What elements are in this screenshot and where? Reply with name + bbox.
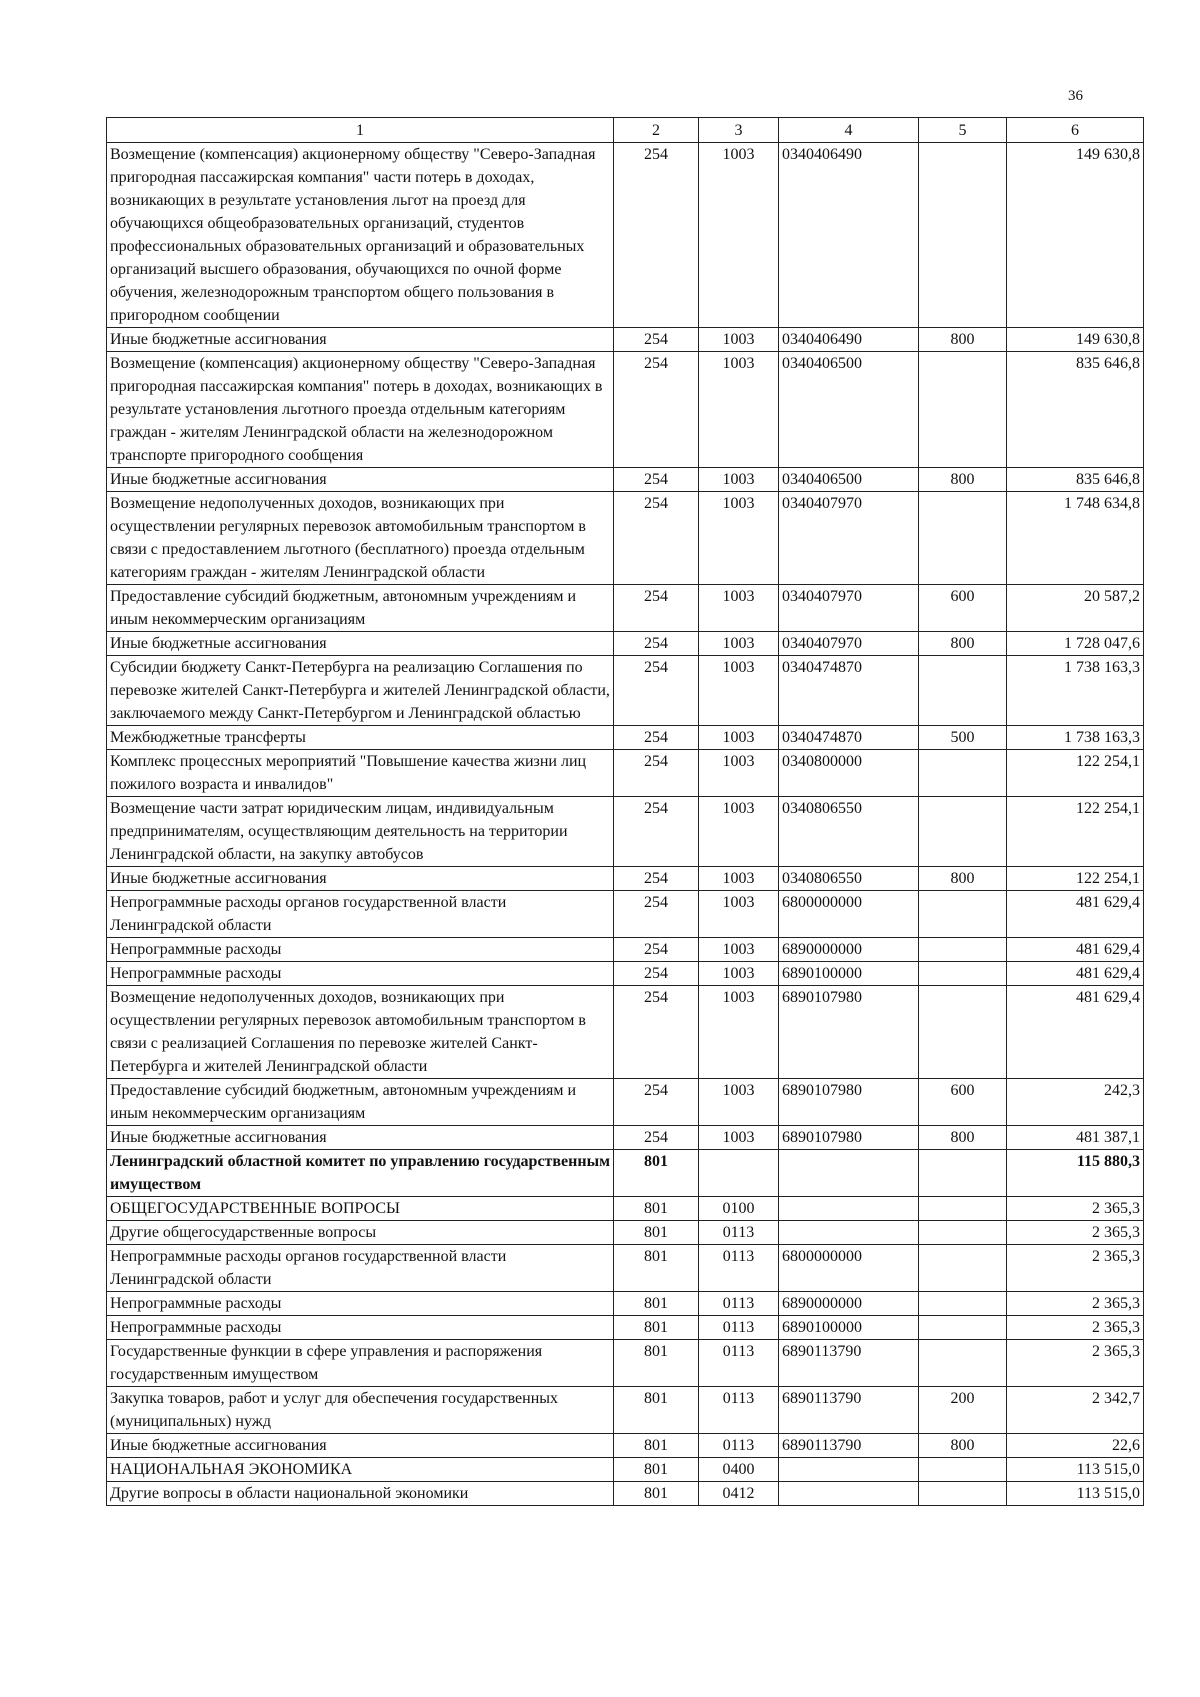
table-row xyxy=(107,1482,1144,1506)
cell-section-code: 1003 xyxy=(699,585,779,632)
header-cell-target: 4 xyxy=(779,118,919,143)
cell-target-code: 6890113790 xyxy=(779,1434,919,1458)
cell-ministry-code: 801 xyxy=(614,1340,699,1387)
cell-name: Субсидии бюджету Санкт-Петербурга на реализацию Соглашения по перевозке жителей Санкт-Петербурга и жителей Ленинградской области, заключаемого между Санкт-Петербургом и Ленинградской областью xyxy=(107,656,614,726)
cell-amount: 122 254,1 xyxy=(1007,867,1144,891)
table-row xyxy=(107,1387,1144,1434)
cell-name: Предоставление субсидий бюджетным, автономным учреждениям и иным некоммерческим организациям xyxy=(107,1079,614,1126)
cell-section-code: 1003 xyxy=(699,962,779,986)
cell-amount: 481 629,4 xyxy=(1007,938,1144,962)
cell-expense-type-code: 800 xyxy=(919,1126,1007,1150)
table-row xyxy=(107,726,1144,750)
cell-expense-type-code xyxy=(919,656,1007,726)
table-row xyxy=(107,1292,1144,1316)
cell-target-code xyxy=(779,1458,919,1482)
table-row xyxy=(107,656,1144,726)
table-row xyxy=(107,1434,1144,1458)
table-row xyxy=(107,1245,1144,1292)
cell-section-code: 1003 xyxy=(699,867,779,891)
cell-target-code: 6800000000 xyxy=(779,891,919,938)
cell-name: Другие вопросы в области национальной экономики xyxy=(107,1482,614,1506)
cell-amount: 115 880,3 xyxy=(1007,1150,1144,1197)
cell-section-code: 0412 xyxy=(699,1482,779,1506)
header-cell-ministry: 2 xyxy=(614,118,699,143)
cell-expense-type-code xyxy=(919,750,1007,797)
cell-section-code: 1003 xyxy=(699,891,779,938)
cell-expense-type-code xyxy=(919,492,1007,585)
cell-section-code: 1003 xyxy=(699,1126,779,1150)
cell-section-code: 1003 xyxy=(699,352,779,468)
cell-amount: 2 365,3 xyxy=(1007,1292,1144,1316)
cell-ministry-code: 254 xyxy=(614,585,699,632)
cell-target-code: 6890107980 xyxy=(779,1079,919,1126)
table-row xyxy=(107,632,1144,656)
cell-target-code: 6890113790 xyxy=(779,1340,919,1387)
cell-name: Предоставление субсидий бюджетным, автономным учреждениям и иным некоммерческим организациям xyxy=(107,585,614,632)
cell-amount: 2 342,7 xyxy=(1007,1387,1144,1434)
cell-section-code: 0113 xyxy=(699,1340,779,1387)
cell-amount: 481 629,4 xyxy=(1007,962,1144,986)
cell-ministry-code: 254 xyxy=(614,891,699,938)
cell-target-code xyxy=(779,1197,919,1221)
cell-expense-type-code xyxy=(919,1340,1007,1387)
cell-amount: 835 646,8 xyxy=(1007,352,1144,468)
cell-name: Межбюджетные трансферты xyxy=(107,726,614,750)
table-row xyxy=(107,750,1144,797)
cell-target-code: 0340406490 xyxy=(779,328,919,352)
cell-ministry-code: 254 xyxy=(614,656,699,726)
table-row xyxy=(107,867,1144,891)
cell-amount: 2 365,3 xyxy=(1007,1245,1144,1292)
cell-amount: 1 738 163,3 xyxy=(1007,726,1144,750)
cell-ministry-code: 801 xyxy=(614,1434,699,1458)
cell-amount: 1 748 634,8 xyxy=(1007,492,1144,585)
cell-expense-type-code xyxy=(919,1245,1007,1292)
cell-section-code: 0113 xyxy=(699,1434,779,1458)
cell-name: Иные бюджетные ассигнования xyxy=(107,632,614,656)
cell-ministry-code: 254 xyxy=(614,867,699,891)
cell-ministry-code: 801 xyxy=(614,1292,699,1316)
cell-name: Непрограммные расходы органов государственной власти Ленинградской области xyxy=(107,1245,614,1292)
cell-target-code: 0340806550 xyxy=(779,867,919,891)
cell-name: НАЦИОНАЛЬНАЯ ЭКОНОМИКА xyxy=(107,1458,614,1482)
cell-expense-type-code: 800 xyxy=(919,867,1007,891)
cell-target-code: 6890107980 xyxy=(779,986,919,1079)
cell-expense-type-code xyxy=(919,1316,1007,1340)
cell-name: Возмещение (компенсация) акционерному обществу "Северо-Западная пригородная пассажирская компания" части потерь в доходах, возникающих в результате установления льгот на проезд для обучающихся общеобразовательных организаций, студентов профессиональных образовательных организаций и образовательных организаций высшего образования, обучающихся по очной форме обучения, железнодорожным транспортом общего пользования в пригородном сообщении xyxy=(107,143,614,328)
cell-expense-type-code: 200 xyxy=(919,1387,1007,1434)
cell-expense-type-code xyxy=(919,1197,1007,1221)
cell-amount: 122 254,1 xyxy=(1007,797,1144,867)
cell-expense-type-code xyxy=(919,938,1007,962)
table-row xyxy=(107,962,1144,986)
cell-expense-type-code xyxy=(919,797,1007,867)
cell-name: Возмещение недополученных доходов, возникающих при осуществлении регулярных перевозок автомобильным транспортом в связи с реализацией Соглашения по перевозке жителей Санкт-Петербурга и жителей Ленинградской области xyxy=(107,986,614,1079)
cell-amount: 149 630,8 xyxy=(1007,328,1144,352)
cell-ministry-code: 801 xyxy=(614,1221,699,1245)
cell-expense-type-code xyxy=(919,891,1007,938)
cell-section-code: 1003 xyxy=(699,1079,779,1126)
table-row xyxy=(107,1079,1144,1126)
cell-expense-type-code: 800 xyxy=(919,632,1007,656)
cell-section-code: 1003 xyxy=(699,726,779,750)
page-number: 36 xyxy=(1068,88,1083,104)
table-row xyxy=(107,1316,1144,1340)
cell-target-code: 6890000000 xyxy=(779,1292,919,1316)
cell-target-code: 0340407970 xyxy=(779,632,919,656)
cell-expense-type-code: 800 xyxy=(919,1434,1007,1458)
cell-name: Непрограммные расходы xyxy=(107,938,614,962)
budget-table xyxy=(106,117,1144,1506)
cell-target-code: 0340806550 xyxy=(779,797,919,867)
cell-target-code xyxy=(779,1150,919,1197)
table-row xyxy=(107,352,1144,468)
cell-section-code: 0113 xyxy=(699,1387,779,1434)
cell-section-code: 1003 xyxy=(699,797,779,867)
cell-name: Иные бюджетные ассигнования xyxy=(107,867,614,891)
cell-section-code: 0113 xyxy=(699,1221,779,1245)
cell-section-code: 0400 xyxy=(699,1458,779,1482)
cell-section-code: 0113 xyxy=(699,1316,779,1340)
cell-target-code: 0340407970 xyxy=(779,585,919,632)
cell-section-code: 1003 xyxy=(699,632,779,656)
table-row xyxy=(107,1150,1144,1197)
cell-amount: 22,6 xyxy=(1007,1434,1144,1458)
cell-name: Иные бюджетные ассигнования xyxy=(107,328,614,352)
table-row xyxy=(107,468,1144,492)
cell-ministry-code: 254 xyxy=(614,468,699,492)
cell-amount: 122 254,1 xyxy=(1007,750,1144,797)
cell-name: Иные бюджетные ассигнования xyxy=(107,1126,614,1150)
table-row xyxy=(107,891,1144,938)
table-row xyxy=(107,585,1144,632)
cell-name: ОБЩЕГОСУДАРСТВЕННЫЕ ВОПРОСЫ xyxy=(107,1197,614,1221)
table-row xyxy=(107,328,1144,352)
cell-target-code: 6890100000 xyxy=(779,962,919,986)
cell-target-code: 6890000000 xyxy=(779,938,919,962)
header-cell-expense-type: 5 xyxy=(919,118,1007,143)
cell-section-code: 1003 xyxy=(699,656,779,726)
table-header-row xyxy=(107,118,1144,143)
cell-ministry-code: 254 xyxy=(614,797,699,867)
cell-target-code: 0340474870 xyxy=(779,656,919,726)
cell-section-code: 1003 xyxy=(699,492,779,585)
cell-amount: 113 515,0 xyxy=(1007,1458,1144,1482)
cell-target-code: 0340407970 xyxy=(779,492,919,585)
cell-expense-type-code xyxy=(919,1221,1007,1245)
cell-ministry-code: 254 xyxy=(614,750,699,797)
cell-name: Возмещение части затрат юридическим лицам, индивидуальным предпринимателям, осуществляющим деятельность на территории Ленинградской области, на закупку автобусов xyxy=(107,797,614,867)
table-row xyxy=(107,1126,1144,1150)
cell-ministry-code: 254 xyxy=(614,143,699,328)
cell-ministry-code: 801 xyxy=(614,1150,699,1197)
table-row xyxy=(107,986,1144,1079)
cell-expense-type-code xyxy=(919,1150,1007,1197)
cell-ministry-code: 254 xyxy=(614,726,699,750)
table-row xyxy=(107,143,1144,328)
cell-expense-type-code: 600 xyxy=(919,585,1007,632)
cell-section-code: 1003 xyxy=(699,328,779,352)
cell-ministry-code: 801 xyxy=(614,1197,699,1221)
cell-target-code: 6800000000 xyxy=(779,1245,919,1292)
cell-ministry-code: 254 xyxy=(614,632,699,656)
cell-amount: 20 587,2 xyxy=(1007,585,1144,632)
cell-name: Возмещение (компенсация) акционерному обществу "Северо-Западная пригородная пассажирская компания" потерь в доходах, возникающих в результате установления льготного проезда отдельным категориям граждан - жителям Ленинградской области на железнодорожном транспорте пригородного сообщения xyxy=(107,352,614,468)
cell-expense-type-code: 600 xyxy=(919,1079,1007,1126)
cell-target-code: 6890107980 xyxy=(779,1126,919,1150)
cell-ministry-code: 254 xyxy=(614,938,699,962)
cell-amount: 481 387,1 xyxy=(1007,1126,1144,1150)
cell-section-code: 1003 xyxy=(699,986,779,1079)
cell-amount: 481 629,4 xyxy=(1007,986,1144,1079)
cell-target-code: 6890100000 xyxy=(779,1316,919,1340)
cell-section-code: 1003 xyxy=(699,468,779,492)
cell-ministry-code: 254 xyxy=(614,352,699,468)
cell-expense-type-code: 500 xyxy=(919,726,1007,750)
cell-amount: 835 646,8 xyxy=(1007,468,1144,492)
cell-name: Государственные функции в сфере управления и распоряжения государственным имуществом xyxy=(107,1340,614,1387)
cell-ministry-code: 254 xyxy=(614,328,699,352)
cell-expense-type-code xyxy=(919,986,1007,1079)
cell-name: Иные бюджетные ассигнования xyxy=(107,1434,614,1458)
table-row xyxy=(107,1458,1144,1482)
cell-target-code: 0340474870 xyxy=(779,726,919,750)
header-cell-name: 1 xyxy=(107,118,614,143)
table-row xyxy=(107,1197,1144,1221)
cell-expense-type-code xyxy=(919,352,1007,468)
cell-section-code xyxy=(699,1150,779,1197)
cell-name: Комплекс процессных мероприятий "Повышение качества жизни лиц пожилого возраста и инвалидов" xyxy=(107,750,614,797)
cell-ministry-code: 801 xyxy=(614,1458,699,1482)
cell-expense-type-code xyxy=(919,1292,1007,1316)
header-cell-amount: 6 xyxy=(1007,118,1144,143)
cell-target-code: 6890113790 xyxy=(779,1387,919,1434)
cell-section-code: 0100 xyxy=(699,1197,779,1221)
cell-ministry-code: 254 xyxy=(614,1079,699,1126)
cell-amount: 1 738 163,3 xyxy=(1007,656,1144,726)
cell-ministry-code: 254 xyxy=(614,986,699,1079)
cell-amount: 2 365,3 xyxy=(1007,1316,1144,1340)
cell-expense-type-code xyxy=(919,962,1007,986)
cell-section-code: 1003 xyxy=(699,143,779,328)
cell-name: Закупка товаров, работ и услуг для обеспечения государственных (муниципальных) нужд xyxy=(107,1387,614,1434)
cell-ministry-code: 801 xyxy=(614,1387,699,1434)
cell-name: Иные бюджетные ассигнования xyxy=(107,468,614,492)
cell-amount: 481 629,4 xyxy=(1007,891,1144,938)
cell-expense-type-code xyxy=(919,1482,1007,1506)
cell-target-code xyxy=(779,1221,919,1245)
cell-ministry-code: 801 xyxy=(614,1482,699,1506)
cell-target-code: 0340800000 xyxy=(779,750,919,797)
table-row xyxy=(107,492,1144,585)
table-row xyxy=(107,797,1144,867)
header-cell-section: 3 xyxy=(699,118,779,143)
cell-name: Непрограммные расходы xyxy=(107,962,614,986)
cell-amount: 2 365,3 xyxy=(1007,1340,1144,1387)
cell-name: Ленинградский областной комитет по управлению государственным имуществом xyxy=(107,1150,614,1197)
cell-target-code: 0340406500 xyxy=(779,352,919,468)
cell-ministry-code: 254 xyxy=(614,1126,699,1150)
cell-name: Возмещение недополученных доходов, возникающих при осуществлении регулярных перевозок автомобильным транспортом в связи с предоставлением льготного (бесплатного) проезда отдельным категориям граждан - жителям Ленинградской области xyxy=(107,492,614,585)
cell-target-code: 0340406490 xyxy=(779,143,919,328)
cell-amount: 149 630,8 xyxy=(1007,143,1144,328)
cell-section-code: 1003 xyxy=(699,938,779,962)
cell-target-code: 0340406500 xyxy=(779,468,919,492)
cell-amount: 242,3 xyxy=(1007,1079,1144,1126)
cell-name: Непрограммные расходы xyxy=(107,1316,614,1340)
cell-expense-type-code xyxy=(919,143,1007,328)
cell-ministry-code: 801 xyxy=(614,1245,699,1292)
cell-target-code xyxy=(779,1482,919,1506)
cell-name: Непрограммные расходы xyxy=(107,1292,614,1316)
cell-ministry-code: 801 xyxy=(614,1316,699,1340)
cell-amount: 113 515,0 xyxy=(1007,1482,1144,1506)
cell-name: Другие общегосударственные вопросы xyxy=(107,1221,614,1245)
cell-amount: 1 728 047,6 xyxy=(1007,632,1144,656)
cell-expense-type-code: 800 xyxy=(919,328,1007,352)
table-row xyxy=(107,1340,1144,1387)
cell-expense-type-code: 800 xyxy=(919,468,1007,492)
cell-section-code: 1003 xyxy=(699,750,779,797)
table-row xyxy=(107,1221,1144,1245)
cell-amount: 2 365,3 xyxy=(1007,1197,1144,1221)
cell-ministry-code: 254 xyxy=(614,962,699,986)
cell-name: Непрограммные расходы органов государственной власти Ленинградской области xyxy=(107,891,614,938)
cell-expense-type-code xyxy=(919,1458,1007,1482)
table-row xyxy=(107,938,1144,962)
cell-section-code: 0113 xyxy=(699,1245,779,1292)
cell-ministry-code: 254 xyxy=(614,492,699,585)
cell-section-code: 0113 xyxy=(699,1292,779,1316)
cell-amount: 2 365,3 xyxy=(1007,1221,1144,1245)
